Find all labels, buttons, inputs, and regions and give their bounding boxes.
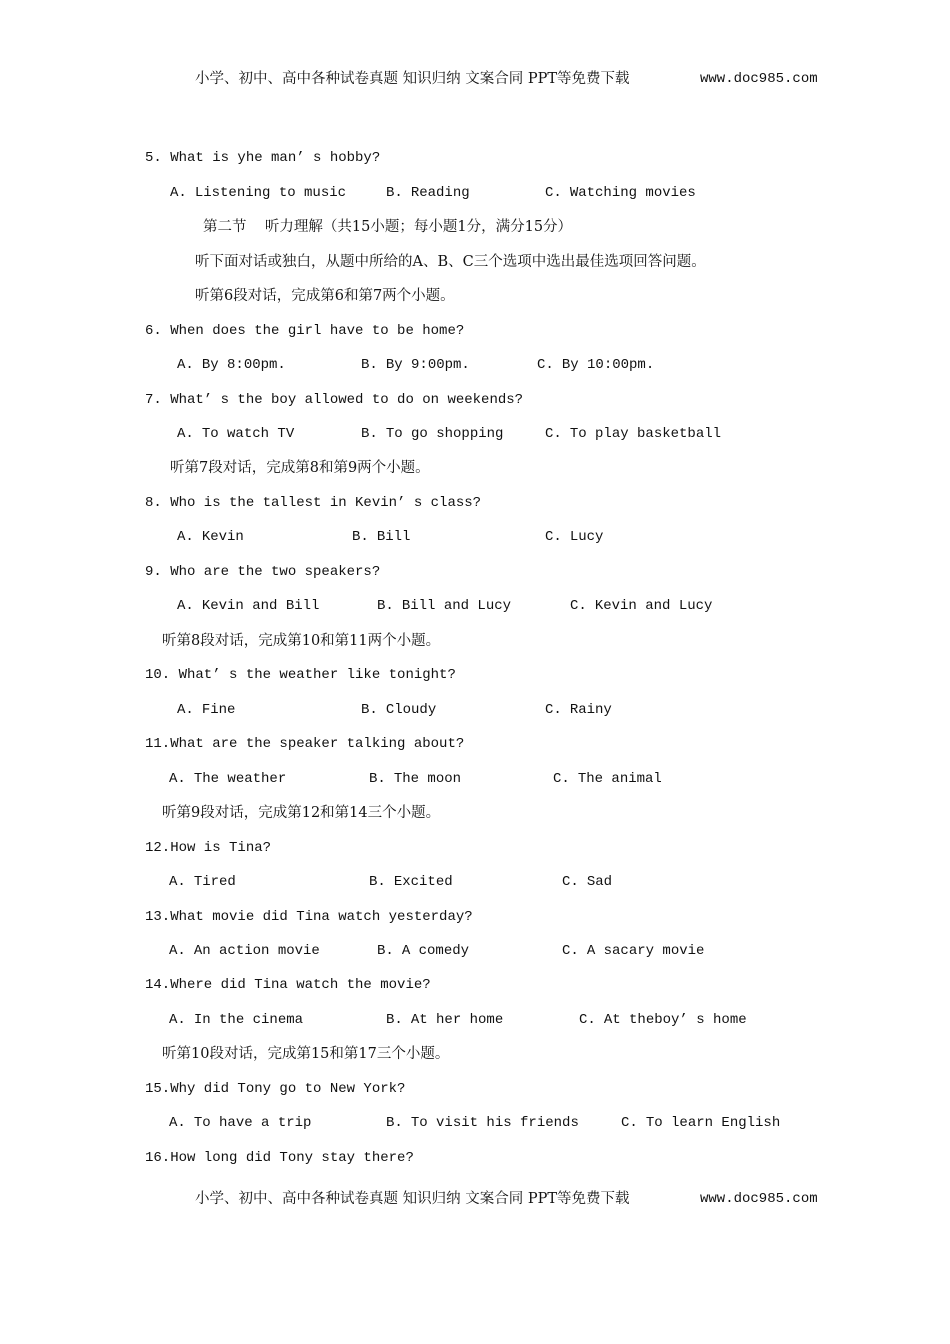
question-q5: 5. What is yhe man’ s hobby? [145,150,381,166]
option-q11-b [369,770,461,788]
option-text: At her home [410,1012,504,1028]
option-q15-a [169,1114,311,1132]
option-text: Bill and Lucy [401,598,512,614]
option-label: B. [369,874,386,890]
option-q8-b [352,528,410,546]
option-q10-b [361,701,436,719]
question-q14: 14.Where did Tina watch the movie? [145,977,431,993]
option-label: B. [361,702,378,718]
option-q13-c [562,942,704,960]
option-q12-c [562,873,612,891]
option-label: A. [177,702,194,718]
instruction-text: 听第7段对话，完成第8和第9两个小题。 [170,460,430,476]
option-text: Lucy [569,529,604,545]
question-q8: 8. Who is the tallest in Kevin’ s class? [145,495,482,511]
option-label: A. [170,185,187,201]
option-text: A sacary movie [586,943,705,959]
option-text: The animal [577,771,662,787]
option-text: A comedy [401,943,470,959]
option-q12-a [169,873,236,891]
option-label: B. [361,357,378,373]
option-text: Kevin [201,529,244,545]
option-label: B. [377,943,394,959]
option-label: C. [570,598,587,614]
option-label: C. [537,357,554,373]
option-text: In the cinema [193,1012,304,1028]
option-label: C. [545,529,562,545]
option-q7-c [545,425,721,443]
instruction-text: 听第10段对话，完成第15和第17三个小题。 [162,1046,450,1062]
option-text: To watch TV [201,426,295,442]
option-q9-a [177,597,319,615]
option-label: C. [553,771,570,787]
option-text: Sad [586,874,613,890]
option-label: A. [177,598,194,614]
option-q9-c [570,597,712,615]
option-label: C. [545,702,562,718]
option-text: Listening to music [194,185,347,201]
option-text: Cloudy [385,702,437,718]
option-q15-b [386,1114,579,1132]
option-label: B. [386,1115,403,1131]
instruction-text: 听第9段对话，完成第12和第14三个小题。 [162,805,441,821]
header-text: 小学、初中、高中各种试卷真题 知识归纳 文案合同 PPT等免费下载 [195,71,630,87]
option-label: C. [545,185,562,201]
option-label: A. [169,943,186,959]
option-q14-a [169,1011,303,1029]
question-q16: 16.How long did Tony stay there? [145,1150,414,1166]
question-q11: 11.What are the speaker talking about? [145,736,465,752]
instruction-text: 听第6段对话，完成第6和第7两个小题。 [195,288,455,304]
instruction-text: 听下面对话或独白，从题中所给的A、B、C三个选项中选出最佳选项回答问题。 [195,254,706,270]
option-text: By 10:00pm. [561,357,655,373]
question-q7: 7. What’ s the boy allowed to do on weekends? [145,392,524,408]
option-label: B. [377,598,394,614]
question-q6: 6. When does the girl have to be home? [145,323,465,339]
question-q9: 9. Who are the two speakers? [145,564,381,580]
option-text: To play basketball [569,426,722,442]
question-q15: 15.Why did Tony go to New York? [145,1081,406,1097]
option-q13-a [169,942,320,960]
option-label: C. [579,1012,596,1028]
option-text: The weather [193,771,287,787]
option-q12-b [369,873,453,891]
option-text: The moon [393,771,462,787]
option-text: Fine [201,702,236,718]
option-text: By 9:00pm. [385,357,470,373]
option-text: Tired [193,874,236,890]
option-label: B. [386,1012,403,1028]
option-text: Reading [410,185,470,201]
option-q15-c [621,1114,780,1132]
option-text: To learn English [645,1115,781,1131]
option-text: Kevin and Bill [201,598,320,614]
question-q12: 12.How is Tina? [145,840,272,856]
option-text: To visit his friends [410,1115,579,1131]
instruction-text: 听第8段对话，完成第10和第11两个小题。 [162,633,441,649]
option-q11-c [553,770,662,788]
option-label: B. [352,529,369,545]
option-q9-b [377,597,511,615]
option-q14-b [386,1011,503,1029]
option-q14-c [579,1011,747,1029]
option-q6-c [537,356,654,374]
option-q7-a [177,425,294,443]
option-q5-b [386,184,470,202]
option-label: C. [545,426,562,442]
option-q6-b [361,356,470,374]
instruction-text: 第二节 听力理解（共15小题；每小题1分，满分15分） [203,219,573,235]
option-text: Bill [376,529,411,545]
option-text: At theboy’ s home [603,1012,747,1028]
option-text: Excited [393,874,453,890]
option-label: C. [562,943,579,959]
option-label: B. [369,771,386,787]
option-q10-c [545,701,612,719]
option-label: C. [562,874,579,890]
option-text: Watching movies [569,185,696,201]
option-label: A. [177,357,194,373]
option-q5-a [170,184,346,202]
option-text: To go shopping [385,426,504,442]
option-q8-a [177,528,244,546]
question-q10: 10. What’ s the weather like tonight? [145,667,456,683]
option-text: To have a trip [193,1115,312,1131]
option-label: A. [169,874,186,890]
option-label: A. [177,529,194,545]
option-label: B. [386,185,403,201]
option-q7-b [361,425,503,443]
option-text: Kevin and Lucy [594,598,713,614]
header-url: www.doc985.com [700,71,818,87]
option-label: B. [361,426,378,442]
question-q13: 13.What movie did Tina watch yesterday? [145,909,473,925]
option-label: A. [169,1012,186,1028]
option-q11-a [169,770,286,788]
footer-text: 小学、初中、高中各种试卷真题 知识归纳 文案合同 PPT等免费下载 [195,1191,630,1207]
option-q5-c [545,184,696,202]
option-text: Rainy [569,702,612,718]
option-label: A. [169,771,186,787]
option-q13-b [377,942,469,960]
option-label: A. [177,426,194,442]
option-label: A. [169,1115,186,1131]
option-text: By 8:00pm. [201,357,286,373]
footer-url: www.doc985.com [700,1191,818,1207]
option-q6-a [177,356,286,374]
option-label: C. [621,1115,638,1131]
option-q10-a [177,701,235,719]
option-text: An action movie [193,943,320,959]
option-q8-c [545,528,603,546]
